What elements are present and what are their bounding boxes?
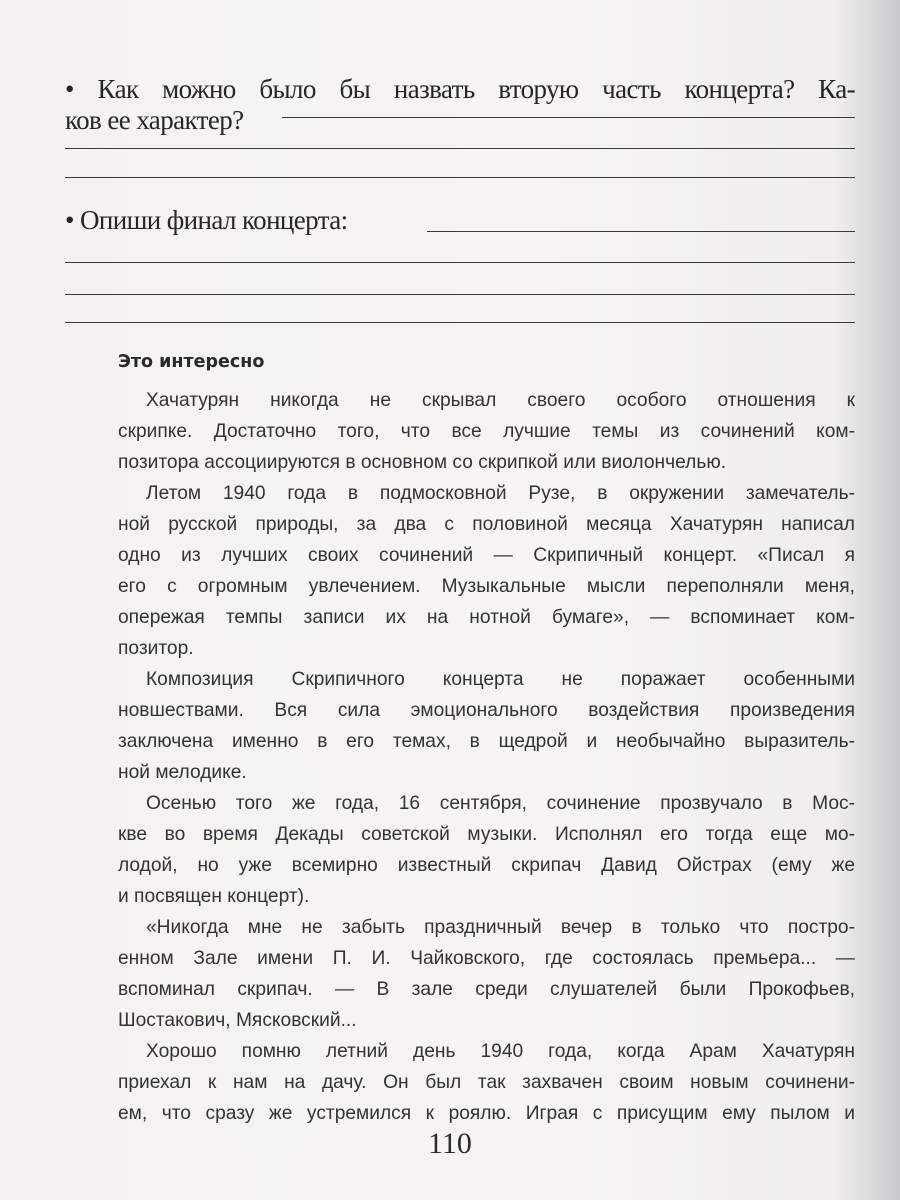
section-body [118,385,855,1129]
text-line: ной мелодике. [118,762,247,783]
answer-line[interactable] [65,177,855,178]
text-line: лодой, но уже всемирно известный скрипач Давид Ойстрах (ему же [118,855,855,876]
answer-line[interactable] [427,231,855,232]
text-line: Хорошо помню летний день 1940 года, когда Арам Хачатурян [146,1041,855,1062]
answer-line[interactable] [65,294,855,295]
text-line: вспоминал скрипач. — В зале среди слушателей были Прокофьев, [118,979,855,1000]
text-line: позитор. [118,638,194,659]
question-text: • Как можно было бы назвать вторую часть концерта? Ка- [65,74,855,104]
text-line: заключена именно в его темах, в щедрой и необычайно выразитель- [118,731,855,752]
paragraph [118,664,855,788]
text-line: новшествами. Вся сила эмоционального воздействия произведения [118,700,855,721]
text-line: Летом 1940 года в подмосковной Рузе, в окружении замечатель- [146,483,855,504]
text-line: кве во время Декады советской музыки. Исполнял его тогда еще мо- [118,824,855,845]
paragraph [118,1036,855,1129]
text-line: приехал к нам на дачу. Он был так захвачен своим новым сочинени- [118,1072,855,1093]
text-line: Осенью того же года, 16 сентября, сочинение прозвучало в Мос- [146,793,855,814]
paragraph [118,788,855,912]
question-text: ков ее характер? [65,105,244,135]
text-line: его с огромным увлечением. Музыкальные мысли переполняли меня, [118,576,855,597]
paragraph [118,385,855,478]
text-line: Шостакович, Мясковский... [118,1010,357,1031]
answer-line[interactable] [65,322,855,323]
paragraph [118,478,855,664]
page-number: 110 [428,1127,472,1160]
section-heading: Это интересно [118,352,265,372]
paragraph [118,912,855,1036]
text-line: Композиция Скрипичного концерта не поражает особенными [146,669,855,690]
text-line: Хачатурян никогда не скрывал своего особого отношения к [146,390,855,411]
text-line: и посвящен концерт). [118,886,310,907]
question-text: • Опиши финал концерта: [65,205,348,235]
text-line: «Никогда мне не забыть праздничный вечер в только что постро- [146,917,855,938]
text-line: ной русской природы, за два с половиной месяца Хачатурян написал [118,514,855,535]
text-line: опережая темпы записи их на нотной бумаге», — вспоминает ком- [118,607,855,628]
answer-line[interactable] [282,117,855,118]
answer-line[interactable] [65,262,855,263]
text-line: одно из лучших своих сочинений — Скрипичный концерт. «Писал я [118,545,855,566]
answer-line[interactable] [65,148,855,149]
text-line: енном Зале имени П. И. Чайковского, где состоялась премьера... — [118,948,855,969]
text-line: скрипке. Достаточно того, что все лучшие темы из сочинений ком- [118,421,855,442]
text-line: позитора ассоциируются в основном со скрипкой или виолончелью. [118,452,727,473]
text-line: ем, что сразу же устремился к роялю. Играя с присущим ему пылом и [118,1103,855,1124]
